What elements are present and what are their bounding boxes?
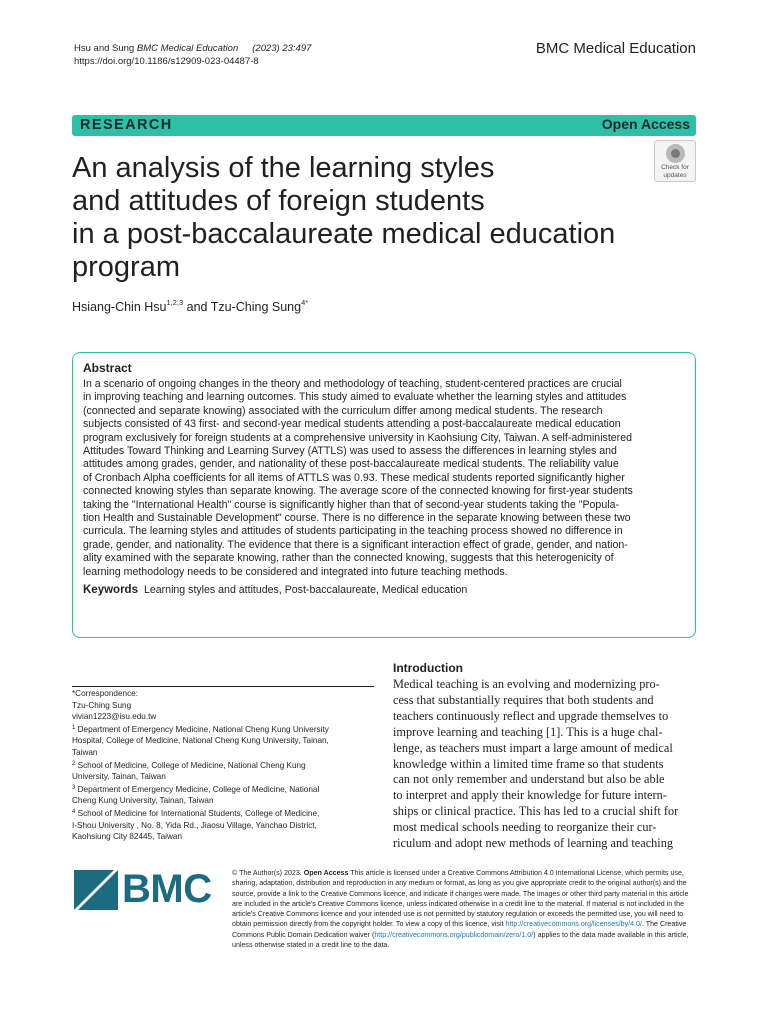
introduction-heading: Introduction	[393, 661, 463, 675]
abstract-line: program exclusively for foreign students at a comprehensive university in Kaohsiung City, Taiwan. A self-administered	[83, 431, 632, 444]
keywords	[83, 584, 685, 597]
affiliation-item: $^1$ Department of Emergency Medicine, National Cheng Kung University	[72, 724, 329, 734]
correspondence-name: Tzu-Ching Sung	[72, 700, 132, 710]
intro-line: ships or clinical practice. This has led to a crucial shift for	[393, 804, 679, 819]
affiliation-line: Hospital, College of Medicine, National Cheng Kung University, Tainan,	[72, 736, 329, 746]
intro-line: improve learning and teaching [1]. This is a huge chal-	[393, 724, 663, 739]
abstract-line: grade, gender, and nationality. The evidence that there is a significant interaction effect of grade, gender, and nation-	[83, 538, 628, 551]
intro-line: Medical teaching is an evolving and modernizing pro-	[393, 677, 660, 691]
citation-year-volume: (2023) 23:497	[252, 43, 312, 54]
intro-line: can not only remember and understand but also be able	[393, 772, 665, 787]
intro-line: riculum and adopt new methods of learning and teaching	[393, 836, 674, 851]
affiliation-item: $^2$ School of Medicine, College of Medicine, National Cheng Kung	[72, 760, 306, 770]
public-domain-link[interactable]: http://creativecommons.org/publicdomain/zero/1.0/	[374, 930, 534, 939]
affiliation-item: $^4$ School of Medicine for International Students, College of Medicine,	[72, 808, 320, 818]
bmc-logo-icon	[74, 866, 214, 914]
abstract-line: (connected and separate knowing) associated with the curriculum differ among medical students. The research	[83, 404, 603, 417]
open-access-label: Open Access	[601, 116, 690, 132]
abstract-line: ality examined with the separate knowing, rather than the connected knowing, suggests that this heterogenicity of	[83, 552, 614, 565]
affiliation-line: Taiwan	[72, 747, 98, 757]
article-type-banner	[72, 115, 696, 136]
check-for-updates-text: Check for updates	[661, 164, 689, 179]
abstract-line: Attitudes Toward Thinking and Learning Survey (ATTLS) was used to assess the differences in learning styles and	[83, 445, 617, 458]
intro-line: lenge, as teachers must impart a large amount of medical	[393, 740, 673, 755]
intro-line: to interpret and apply their knowledge for future intern-	[393, 788, 667, 803]
abstract-line: In a scenario of ongoing changes in the theory and methodology of teaching, student-centered practices are crucial	[83, 378, 622, 390]
keywords-text: Learning styles and attitudes, Post-baccalaureate, Medical education	[143, 584, 468, 597]
affiliation-divider	[72, 686, 374, 687]
intro-line: knowledge within a limited time frame so that students	[393, 756, 664, 771]
title-line: An analysis of the learning styles	[72, 152, 495, 184]
citation-authors: Hsu and Sung	[74, 43, 135, 54]
abstract-line: in improving teaching and learning outcomes. This study aimed to evaluate whether the learning styles and attitudes	[83, 391, 627, 404]
citation-header	[74, 42, 311, 68]
bmc-wordmark: BMC	[122, 867, 212, 911]
abstract-line: subjects consisted of 43 first- and second-year medical students attending a post-baccalaureate medical education	[83, 418, 621, 431]
affiliation-line: Cheng Kung University, Tainan, Taiwan	[72, 796, 214, 806]
author-name[interactable]: Hsiang-Chin Hsu	[72, 300, 167, 314]
bmc-mark-icon	[74, 866, 118, 910]
abstract-line: attitudes among grades, gender, and nationality of these post-baccalaureate medical students. The reliability value	[83, 458, 619, 471]
affiliations	[72, 688, 372, 843]
citation-journal: BMC Medical Education	[136, 43, 239, 54]
license-text: © The Author(s) 2023. Open Access This article is licensed under a Creative Commons Attribution 4.0 International License, which permits use, sharing, adaptation, distribution and reproduction in any medium or format, as long as you give appropriate credit to the original author(s) and the source, provide a link to the Creative Commons licence, and indicate if changes were made. The images or other third party material in this article are included in the article's Creative Commons licence, unless indicated otherwise in a credit line to the material. If material is not included in the article's Creative Commons licence and your intended use is not permitted by statutory regulation or exceeds the permitted use, you will need to obtain permission directly from the copyright holder. To view a copy of this licence, visit http://creativecommons.org/licenses/by/4.0/. The Creative Commons Public Domain Dedication waiver (http://creativecommons.org/publicdomain/zero/1.0/) applies to the data made available in this article, unless otherwise stated in a credit line to the data.	[232, 869, 689, 950]
abstract-line: connected knowing styles than separate knowing. The average score of the connected knowing for first-year students	[83, 485, 633, 498]
title-line: in a post-baccalaureate medical education	[72, 218, 616, 250]
abstract-line: curricula. The learning styles and attitudes of students participating in the teaching process showed no difference in	[83, 525, 623, 538]
intro-line: teachers continuously reflect and upgrade themselves to	[393, 708, 669, 723]
affiliation-item: $^3$ Department of Emergency Medicine, College of Medicine, National	[72, 784, 320, 794]
intro-line: cess that substantially requires that both students and	[393, 692, 654, 707]
abstract-line: of Cronbach Alpha coefficients for all items of ATTLS was 0.93. These medical students reported significantly higher	[83, 471, 625, 484]
journal-name: BMC Medical Education	[535, 40, 696, 57]
citation-line	[74, 42, 311, 55]
title-line: program	[72, 251, 180, 283]
license-open-access: Open Access	[303, 869, 349, 877]
author-affiliation-sup: 4*	[301, 298, 309, 307]
author-conjunction: and	[183, 300, 211, 314]
intro-line: most medical schools needing to reorganize their cur-	[393, 820, 657, 835]
research-label: RESEARCH	[80, 117, 173, 133]
correspondence-label: *Correspondence:	[72, 689, 138, 698]
article-title	[72, 152, 642, 284]
check-for-updates-icon[interactable]	[654, 140, 696, 182]
author-list	[72, 298, 308, 314]
affiliation-line: University, Tainan, Taiwan	[72, 772, 166, 782]
affiliation-line: Kaohsiung City 82445, Taiwan	[72, 832, 182, 842]
abstract-line: tion Health and Sustainable Development" course. There is no difference in the separate knowing between these two	[83, 512, 631, 525]
title-line: and attitudes of foreign students	[72, 185, 485, 217]
abstract-line: learning methodology needs to be considered and integrated into future teaching methods.	[83, 565, 508, 578]
license-link[interactable]: http://creativecommons.org/licenses/by/4.0/	[505, 920, 642, 929]
author-affiliation-sup: 1,2,3	[166, 298, 184, 307]
abstract-box	[72, 352, 696, 638]
abstract-heading: Abstract	[83, 361, 132, 375]
introduction-text	[393, 677, 695, 852]
author-name[interactable]: Tzu-Ching Sung	[210, 300, 302, 314]
abstract-text	[83, 378, 685, 579]
update-circle-icon	[666, 144, 685, 163]
affiliation-line: I-Shou University , No. 8, Yida Rd., Jiaosu Village, Yanchao District,	[72, 820, 317, 830]
keywords-label: Keywords	[83, 584, 138, 597]
abstract-line: taking the "International Health" course is significantly higher than that of second-year students taking the "Popula-	[83, 498, 619, 511]
copyright: © The Author(s) 2023.	[232, 869, 302, 877]
doi-link[interactable]: https://doi.org/10.1186/s12909-023-04487-8	[74, 56, 259, 67]
correspondence-email[interactable]: vivian1223@isu.edu.tw	[72, 712, 157, 722]
